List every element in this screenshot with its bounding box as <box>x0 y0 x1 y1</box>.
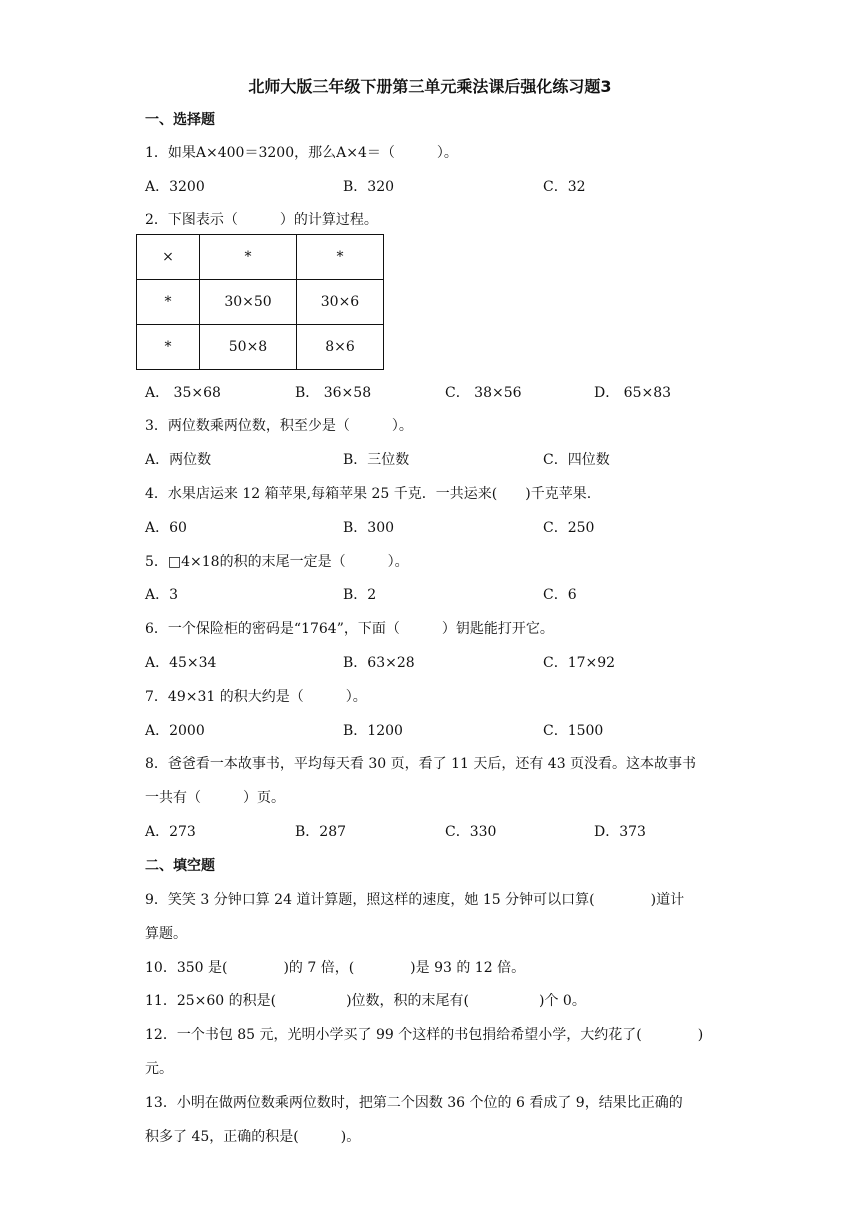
q7-option-c: C．1500 <box>543 723 604 739</box>
multiplication-grid <box>136 234 384 370</box>
question-9-line-2: 算题。 <box>145 926 187 942</box>
q8-option-d: D．373 <box>594 824 646 840</box>
question-13-line-1: 13．小明在做两位数乘两位数时，把第二个因数 36 个位的 6 看成了 9，结果比正确的 <box>145 1095 683 1111</box>
grid-cell: 30×50 <box>200 280 297 325</box>
q7-option-a: A．2000 <box>145 723 205 739</box>
q6-option-b: B．63×28 <box>343 655 415 671</box>
q5-option-b: B．2 <box>343 587 377 603</box>
q8-option-c: C．330 <box>445 824 497 840</box>
q3-option-b: B．三位数 <box>343 452 410 468</box>
q7-option-b: B．1200 <box>343 723 403 739</box>
q4-option-c: C．250 <box>543 520 595 536</box>
page-title: 北师大版三年级下册第三单元乘法课后强化练习题3 <box>248 77 612 96</box>
q5-option-a: A．3 <box>145 587 179 603</box>
section-heading-choice: 一、选择题 <box>145 112 215 128</box>
question-8-line-1: 8．爸爸看一本故事书，平均每天看 30 页，看了 11 天后，还有 43 页没看。这本故事书 <box>145 756 697 772</box>
grid-cell: 50×8 <box>200 325 297 370</box>
q2-option-c: C． 38×56 <box>445 385 522 401</box>
question-5: 5．□4×18的积的末尾一定是（ ）。 <box>145 554 409 570</box>
q2-option-a: A． 35×68 <box>145 385 221 401</box>
question-3: 3．两位数乘两位数，积至少是（ ）。 <box>145 418 413 434</box>
question-12-line-1: 12．一个书包 85 元，光明小学买了 99 个这样的书包捐给希望小学，大约花了( ) <box>145 1027 704 1043</box>
q1-option-a: A．3200 <box>145 179 205 195</box>
question-11: 11．25×60 的积是( )位数，积的末尾有( )个 0。 <box>145 993 586 1009</box>
q2-option-b: B． 36×58 <box>295 385 372 401</box>
grid-cell: * <box>297 235 384 280</box>
question-4: 4．水果店运来 12 箱苹果,每箱苹果 25 千克．一共运来( )千克苹果. <box>145 486 592 502</box>
q6-option-c: C．17×92 <box>543 655 616 671</box>
grid-cell: * <box>200 235 297 280</box>
grid-cell: × <box>137 235 200 280</box>
question-8-line-2: 一共有（ ）页。 <box>145 790 285 806</box>
grid-cell: * <box>137 280 200 325</box>
question-12-line-2: 元。 <box>145 1061 173 1077</box>
question-7: 7．49×31 的积大约是（ ）。 <box>145 689 367 705</box>
question-1: 1．如果A×400＝3200，那么A×4＝（ ）。 <box>145 145 458 161</box>
question-13-line-2: 积多了 45，正确的积是( )。 <box>145 1129 361 1145</box>
question-9-line-1: 9．笑笑 3 分钟口算 24 道计算题，照这样的速度，她 15 分钟可以口算( )道计 <box>145 892 685 908</box>
q8-option-b: B．287 <box>295 824 347 840</box>
q6-option-a: A．45×34 <box>145 655 217 671</box>
q8-option-a: A．273 <box>145 824 196 840</box>
q1-option-c: C．32 <box>543 179 586 195</box>
section-heading-fill: 二、填空题 <box>145 858 215 874</box>
q1-option-b: B．320 <box>343 179 395 195</box>
q5-option-c: C．6 <box>543 587 577 603</box>
question-2: 2．下图表示（ ）的计算过程。 <box>145 212 378 228</box>
grid-cell: 30×6 <box>297 280 384 325</box>
q3-option-a: A．两位数 <box>145 452 212 468</box>
q3-option-c: C．四位数 <box>543 452 610 468</box>
grid-cell: * <box>137 325 200 370</box>
question-10: 10．350 是( )的 7 倍，( )是 93 的 12 倍。 <box>145 960 526 976</box>
question-6: 6．一个保险柜的密码是“1764”，下面（ ）钥匙能打开它。 <box>145 621 554 637</box>
q4-option-b: B．300 <box>343 520 395 536</box>
q2-option-d: D． 65×83 <box>594 385 672 401</box>
q4-option-a: A．60 <box>145 520 187 536</box>
grid-cell: 8×6 <box>297 325 384 370</box>
